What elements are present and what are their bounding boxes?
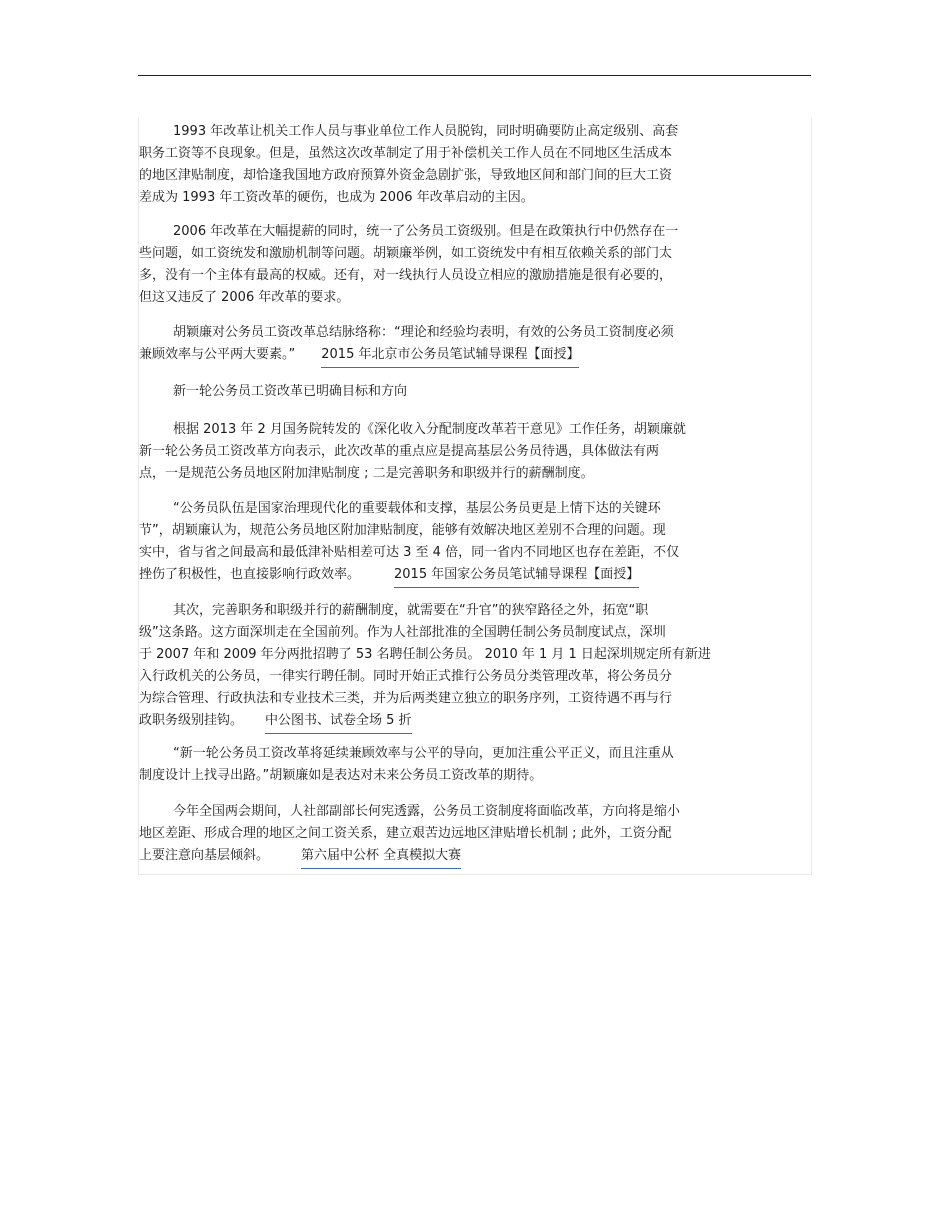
text-segment: 兼顾效率与公平两大要素。”: [139, 347, 296, 362]
mock-contest-link[interactable]: 第六届中公杯 全真模拟大赛: [301, 845, 461, 869]
text-line: 差成为 1993 年工资改革的硬伤，也成为 2006 年改革启动的主因。: [139, 190, 534, 205]
paragraph-1993-reform: [139, 121, 678, 209]
paragraph-summary-quote: [139, 322, 674, 366]
text-segment: 上要注意向基层倾斜。: [139, 848, 270, 863]
text-line: 制度设计上找寻出路。”胡颖廉如是表达对未来公务员工资改革的期待。: [139, 768, 543, 783]
text-line: 职务工资等不良现象。但是，虽然这次改革制定了用于补偿机关工作人员在不同地区生活成本: [139, 146, 673, 161]
text-line: [139, 564, 679, 586]
beijing-exam-course-link[interactable]: 2015 年北京市公务员笔试辅导课程【面授】: [321, 344, 579, 368]
text-line: 为综合管理、行政执法和专业技术三类，并为后两类建立独立的职务序列，工资待遇不再与行: [139, 691, 673, 706]
text-line: “新一轮公务员工资改革将延续兼顾效率与公平的导向，更加注重公平正义，而且注重从: [173, 746, 674, 761]
text-line: 地区差距、形成合理的地区之间工资关系，建立艰苦边远地区津贴增长机制 ; 此外，工资分配: [139, 826, 672, 841]
text-line: 新一轮公务员工资改革已明确目标和方向: [173, 384, 408, 399]
text-line: 根据 2013 年 2 月国务院转发的《深化收入分配制度改革若干意见》工作任务，胡颖廉就: [173, 422, 686, 437]
text-line: 今年全国两会期间，人社部副部长何宪透露，公务员工资制度将面临改革，方向将是缩小: [173, 804, 681, 819]
books-discount-link[interactable]: 中公图书、试卷全场 5 折: [265, 710, 412, 734]
text-line: 点，一是规范公务员地区附加津贴制度 ; 二是完善职务和职级并行的薪酬制度。: [139, 466, 594, 481]
text-line: [139, 344, 674, 366]
text-line: 1993 年改革让机关工作人员与事业单位工作人员脱钩，同时明确要防止高定级别、高套: [173, 124, 679, 139]
text-line: [139, 710, 711, 732]
paragraph-two-sessions: [139, 801, 680, 867]
paragraph-allowance: [139, 498, 679, 586]
paragraph-reform-direction: [139, 419, 686, 485]
text-line: 多，没有一个主体有最高的权威。还有，对一线执行人员设立相应的激励措施是很有必要的，: [139, 268, 673, 283]
paragraph-expectation: [139, 743, 674, 787]
text-line: 级”这条路。这方面深圳走在全国前列。作为人社部批准的全国聘任制公务员制度试点，深圳: [139, 625, 666, 640]
text-line: [139, 845, 680, 867]
paragraph-shenzhen: [139, 600, 711, 732]
text-segment: 政职务级别挂钩。: [139, 713, 244, 728]
paragraph-2006-reform: [139, 221, 678, 309]
national-exam-course-link[interactable]: 2015 年国家公务员笔试辅导课程【面授】: [394, 564, 639, 588]
text-line: 些问题，如工资统发和激励机制等问题。胡颖廉举例，如工资统发中有相互依赖关系的部门太: [139, 246, 673, 261]
text-line: “公务员队伍是国家治理现代化的重要载体和支撑，基层公务员更是上情下达的关键环: [173, 501, 661, 516]
section-heading: [139, 381, 407, 403]
text-line: 2006 年改革在大幅提薪的同时，统一了公务员工资级别。但是在政策执行中仍然存在一: [173, 224, 679, 239]
text-line: 的地区津贴制度，却恰逢我国地方政府预算外资金急剧扩张，导致地区间和部门间的巨大工资: [139, 168, 673, 183]
header-rule: [138, 75, 811, 76]
text-line: 其次，完善职务和职级并行的薪酬制度，就需要在“升官”的狭窄路径之外，拓宽“职: [173, 603, 649, 618]
text-line: 但这又违反了 2006 年改革的要求。: [139, 290, 350, 305]
text-line: 新一轮公务员工资改革方向表示，此次改革的重点应是提高基层公务员待遇，具体做法有两: [139, 444, 660, 459]
text-segment: 挫伤了积极性，也直接影响行政效率。: [139, 567, 361, 582]
text-line: 实中，省与省之间最高和最低津补贴相差可达 3 至 4 倍，同一省内不同地区也存在差距，不仅: [139, 545, 680, 560]
text-line: 胡颖廉对公务员工资改革总结脉络称：“理论和经验均表明，有效的公务员工资制度必须: [173, 325, 674, 340]
text-line: 入行政机关的公务员，一律实行聘任制。同时开始正式推行公务员分类管理改革，将公务员分: [139, 669, 673, 684]
text-line: 于 2007 年和 2009 年分两批招聘了 53 名聘任制公务员。 2010 年 1 月 1 日起深圳规定所有新进: [139, 647, 711, 662]
text-line: 节”，胡颖廉认为，规范公务员地区附加津贴制度，能够有效解决地区差别不合理的问题。现: [139, 523, 666, 538]
